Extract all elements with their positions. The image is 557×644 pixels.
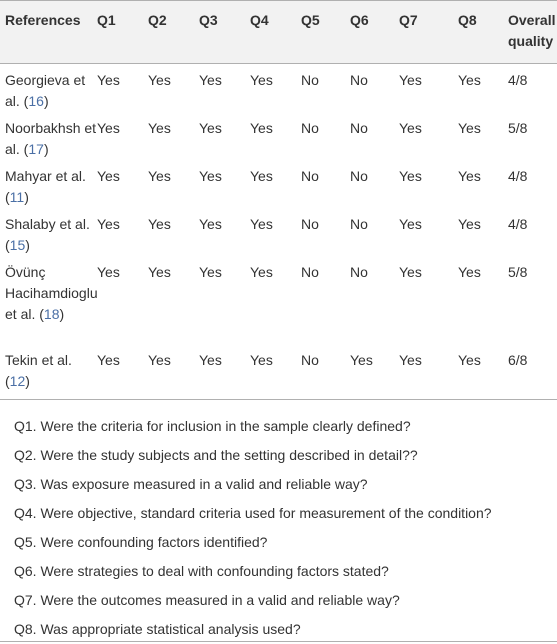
header-q7: Q7 — [399, 1, 458, 64]
answer-q5: No — [301, 344, 350, 399]
answer-q2: Yes — [148, 264, 171, 280]
answer-q2: Yes — [148, 120, 171, 136]
reference-name: Georgieva et al. — [5, 72, 86, 109]
reference-name: Mahyar et al. — [5, 168, 86, 184]
question-notes — [0, 412, 557, 644]
answer-q4: Yes — [250, 120, 273, 136]
overall-quality-cell: 4/8 — [508, 72, 528, 88]
reference-cell: Övünç Hacihamdioglu et al. (18) — [5, 264, 98, 322]
answer-q8: Yes — [458, 168, 481, 184]
answer-q7: Yes — [399, 216, 422, 232]
reference-name: Övünç Hacihamdioglu et al. — [5, 264, 98, 322]
answer-q7: Yes — [399, 72, 422, 88]
answer-q5: No — [301, 120, 319, 136]
answer-q5: No — [301, 264, 319, 280]
answer-q1: Yes — [97, 168, 120, 184]
table-header-row — [0, 1, 557, 64]
table-row — [0, 64, 557, 113]
question-note-q1: Q1. Were the criteria for inclusion in the sample clearly defined? — [14, 418, 411, 434]
question-note-q4: Q4. Were objective, standard criteria used for measurement of the condition? — [14, 505, 492, 521]
reference-citation-link[interactable]: 11 — [9, 189, 25, 205]
answer-q4: Yes — [250, 168, 273, 184]
answer-q3: Yes — [199, 72, 222, 88]
answer-q7: Yes — [399, 264, 422, 280]
answer-q3: Yes — [199, 168, 222, 184]
answer-q6: Yes — [350, 344, 399, 399]
overall-quality-cell: 4/8 — [508, 216, 528, 232]
header-q5: Q5 — [301, 1, 350, 64]
overall-quality-cell: 4/8 — [508, 168, 528, 184]
reference-name: Shalaby et al. — [5, 216, 90, 232]
reference-citation-link[interactable]: 15 — [9, 237, 26, 253]
answer-q4: Yes — [250, 344, 301, 399]
header-q1: Q1 — [97, 1, 148, 64]
reference-cell: Georgieva et al. (16) — [5, 72, 86, 109]
reference-citation-link[interactable]: 16 — [28, 93, 44, 109]
question-note-q6: Q6. Were strategies to deal with confounding factors stated? — [14, 563, 389, 579]
answer-q4: Yes — [250, 264, 273, 280]
header-q8: Q8 — [458, 1, 508, 64]
table-row — [0, 112, 557, 160]
reference-cell: Mahyar et al. (11) — [5, 168, 86, 205]
answer-q6: No — [350, 216, 368, 232]
answer-q5: No — [301, 72, 319, 88]
answer-q6: No — [350, 168, 368, 184]
answer-q6: No — [350, 264, 368, 280]
bottom-rule — [0, 641, 557, 642]
answer-q7: Yes — [399, 344, 458, 399]
overall-quality-cell: 5/8 — [508, 264, 528, 280]
table-row — [0, 256, 557, 344]
overall-quality-cell: 6/8 — [508, 344, 557, 399]
header-q6: Q6 — [350, 1, 399, 64]
answer-q2: Yes — [148, 168, 171, 184]
answer-q1: Yes — [97, 216, 120, 232]
answer-q7: Yes — [399, 168, 422, 184]
answer-q8: Yes — [458, 264, 481, 280]
answer-q6: No — [350, 72, 368, 88]
table-row — [0, 160, 557, 208]
answer-q1: Yes — [97, 120, 120, 136]
answer-q1: Yes — [97, 264, 120, 280]
answer-q5: No — [301, 216, 319, 232]
header-q4: Q4 — [250, 1, 301, 64]
reference-citation-link[interactable]: 12 — [9, 373, 26, 389]
question-note-q2: Q2. Were the study subjects and the setting described in detail?? — [14, 447, 418, 463]
answer-q8: Yes — [458, 120, 481, 136]
reference-cell: Tekin et al. (12) — [0, 344, 97, 399]
header-q3: Q3 — [199, 1, 250, 64]
answer-q6: No — [350, 120, 368, 136]
reference-citation-link[interactable]: 17 — [28, 141, 44, 157]
answer-q7: Yes — [399, 120, 422, 136]
table-row — [0, 344, 557, 399]
answer-q5: No — [301, 168, 319, 184]
answer-q8: Yes — [458, 216, 481, 232]
answer-q2: Yes — [148, 72, 171, 88]
answer-q2: Yes — [148, 216, 171, 232]
question-note-q5: Q5. Were confounding factors identified? — [14, 534, 268, 550]
answer-q2: Yes — [148, 344, 199, 399]
question-note-q3: Q3. Was exposure measured in a valid and reliable way? — [14, 476, 368, 492]
reference-cell: Noorbakhsh et al. (17) — [5, 120, 97, 157]
answer-q1: Yes — [97, 72, 120, 88]
overall-quality-cell: 5/8 — [508, 120, 528, 136]
reference-name: Tekin et al. — [5, 352, 72, 368]
header-references: References — [0, 1, 97, 64]
answer-q4: Yes — [250, 216, 273, 232]
answer-q4: Yes — [250, 72, 273, 88]
answer-q3: Yes — [199, 264, 222, 280]
answer-q1: Yes — [97, 344, 148, 399]
answer-q3: Yes — [199, 344, 250, 399]
header-overall-quality: Overall quality — [508, 1, 557, 64]
answer-q8: Yes — [458, 72, 481, 88]
reference-name: Noorbakhsh et al. — [5, 120, 97, 157]
answer-q8: Yes — [458, 344, 508, 399]
reference-citation-link[interactable]: 18 — [43, 306, 60, 322]
answer-q3: Yes — [199, 120, 222, 136]
question-note-q7: Q7. Were the outcomes measured in a valid and reliable way? — [14, 592, 400, 608]
header-q2: Q2 — [148, 1, 199, 64]
answer-q3: Yes — [199, 216, 222, 232]
question-note-q8: Q8. Was appropriate statistical analysis used? — [14, 621, 301, 637]
table-row — [0, 208, 557, 256]
reference-cell: Shalaby et al. (15) — [5, 216, 90, 253]
